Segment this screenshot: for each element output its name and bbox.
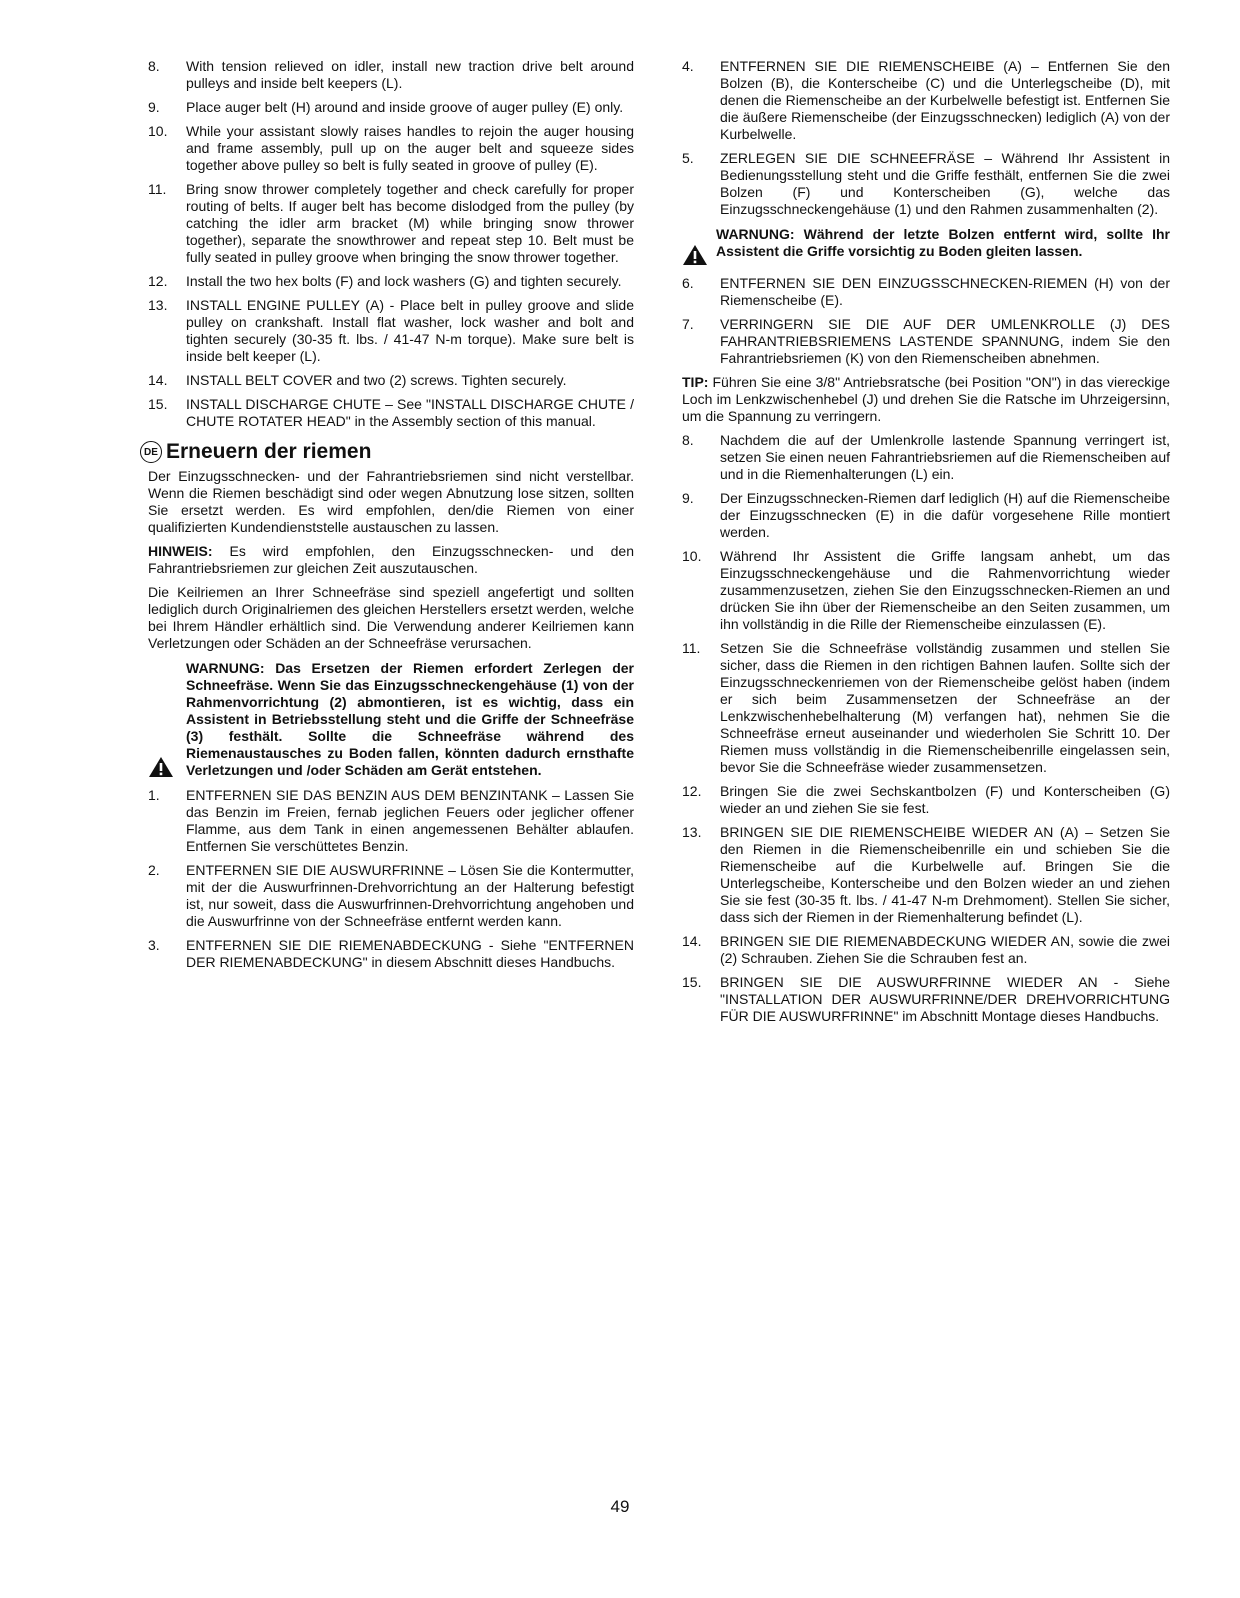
list-item: [682, 640, 1170, 776]
german-steps-list: [148, 787, 634, 971]
tip-text: Führen Sie eine 3/8" Antriebsratsche (bei Position "ON") in das viereckige Loch im Lenkzwischenhebel (J) und drehen Sie die Ratsche im Uhrzeigersinn, um die Spannung zu verringern.: [682, 374, 1170, 424]
section-heading: [140, 440, 634, 464]
item-text: Während Ihr Assistent die Griffe langsam anhebt, um das Einzugsschneckengehäuse und die Rahmenvorrichtung wieder zusammenzusetzen, ziehen Sie den Einzugsschnecken-Riemen an und drücken Sie ihn über der Riemenscheibe an den Seiten zusammen, um ihn vollständig in die Rille der Riemenscheibe einzulassen (E).: [720, 548, 1170, 632]
item-number: 9.: [148, 99, 160, 115]
item-number: 5.: [682, 150, 694, 166]
item-text: Bring snow thrower completely together and check carefully for proper routing of belts. If auger belt has become dislodged from the pulley (by catching the idler arm bracket (M) while bringing snow thrower together), separate the snowthrower and repeat step 10. Belt must be fully seated in pulley groove when bringing the snow thrower together.: [186, 181, 634, 265]
item-text: ENTFERNEN SIE DIE RIEMENABDECKUNG - Siehe "ENTFERNEN DER RIEMENABDECKUNG" in diesem Abschnitt dieses Handbuchs.: [186, 937, 634, 970]
item-number: 11.: [148, 181, 167, 197]
item-text: BRINGEN SIE DIE AUSWURFRINNE WIEDER AN - Siehe "INSTALLATION DER AUSWURFRINNE/DER DREHVORRICHTUNG FÜR DIE AUSWURFRINNE" im Abschnitt Montage dieses Handbuchs.: [720, 974, 1170, 1024]
list-item: [148, 396, 634, 430]
page-number: 49: [610, 1497, 630, 1516]
steps-list-a: [682, 58, 1170, 218]
item-text: INSTALL BELT COVER and two (2) screws. Tighten securely.: [186, 372, 567, 388]
list-item: [682, 783, 1170, 817]
item-text: Setzen Sie die Schneefräse vollständig zusammen und stellen Sie sicher, dass die Riemen in den richtigen Bahnen laufen. Sollte sich der Einzugsschneckenriemen von der Riemenscheibe gelöst haben (indem er sich beim Zusammensetzen der Schneefräse an der Lenkzwischenhebelhalterung (M) verfangen hat), nehmen Sie die Schneefräse erneut auseinander und wiederholen Sie Schritt 10. Der Riemen muss vollständig in die Riemenscheibenrille eingelassen sein, bevor Sie die Schneefräse wieder zusammensetzen.: [720, 640, 1170, 775]
item-number: 9.: [682, 490, 694, 506]
item-text: ENTFERNEN SIE DIE RIEMENSCHEIBE (A) – Entfernen Sie den Bolzen (B), die Konterscheibe (C) und die Unterlegscheibe (D), mit denen die Riemenscheibe an der Kurbelwelle befestigt ist. Entfernen Sie die äußere Riemenscheibe (der Einzugsschnecken) lediglich (A) von der Kurbelwelle.: [720, 58, 1170, 142]
item-number: 6.: [682, 275, 694, 291]
english-steps-list: [148, 58, 634, 430]
list-item: [682, 933, 1170, 967]
item-number: 15.: [682, 974, 702, 990]
item-number: 3.: [148, 937, 160, 953]
item-number: 1.: [148, 787, 160, 803]
list-item: [148, 787, 634, 855]
item-number: 15.: [148, 396, 168, 412]
item-text: BRINGEN SIE DIE RIEMENSCHEIBE WIEDER AN (A) – Setzen Sie den Riemen in die Riemenscheibenrille ein und schieben Sie die Riemenscheibe auf die Kurbelwelle auf. Bringen Sie die Unterlegscheibe, Konterscheibe und den Bolzen wieder an und ziehen Sie sie fest (30-35 ft. lbs. / 41-47 N-m Drehmoment). Stellen Sie sicher, dass sich der Riemen in der Riemenhalterung befindet (L).: [720, 824, 1170, 925]
item-number: 13.: [148, 297, 168, 313]
item-text: Nachdem die auf der Umlenkrolle lastende Spannung verringert ist, setzen Sie einen neuen Fahrantriebsriemen auf die Riemenscheiben auf und in die Riemenhalterungen (L) ein.: [720, 432, 1170, 482]
warning-triangle-icon: [682, 226, 716, 267]
left-column: [144, 58, 634, 978]
list-item: [682, 824, 1170, 926]
item-number: 2.: [148, 862, 160, 878]
belt-info-paragraph: Die Keilriemen an Ihrer Schneefräse sind speziell angefertigt und sollten lediglich durch Originalriemen des gleichen Herstellers ersetzt werden, welche bei Ihrem Händler erhältlich sind. Die Verwendung anderer Keilriemen kann Verletzungen oder Schäden an der Schneefräse verursachen.: [148, 584, 634, 651]
steps-list-c: [682, 432, 1170, 1025]
list-item: [682, 58, 1170, 143]
list-item: [148, 273, 634, 290]
list-item: [682, 974, 1170, 1025]
section-title: Erneuern der riemen: [166, 440, 372, 463]
warning-text: WARNUNG: Während der letzte Bolzen entfernt wird, sollte Ihr Assistent die Griffe vorsichtig zu Boden gleiten lassen.: [716, 226, 1170, 259]
item-number: 13.: [682, 824, 702, 840]
item-text: INSTALL DISCHARGE CHUTE – See "INSTALL DISCHARGE CHUTE / CHUTE ROTATER HEAD" in the Assembly section of this manual.: [186, 396, 634, 429]
list-item: [148, 99, 634, 116]
item-text: VERRINGERN SIE DIE AUF DER UMLENKROLLE (J) DES FAHRANTRIEBSRIEMENS LASTENDE SPANNUNG, indem Sie den Fahrantriebsriemen (K) von den Riemenscheiben abnehmen.: [720, 316, 1170, 366]
item-text: BRINGEN SIE DIE RIEMENABDECKUNG WIEDER AN, sowie die zwei (2) Schrauben. Ziehen Sie die Schrauben fest an.: [720, 933, 1170, 966]
list-item: [148, 58, 634, 92]
item-text: ZERLEGEN SIE DIE SCHNEEFRÄSE – Während Ihr Assistent in Bedienungsstellung steht und die Griffe festhält, entfernen Sie die zwei Bolzen (F) und Konterscheiben (G), welche das Einzugsschneckengehäuse (1) und den Rahmen zusammenhalten (2).: [720, 150, 1170, 217]
de-language-icon: DE: [140, 441, 162, 463]
item-number: 14.: [682, 933, 702, 949]
item-text: INSTALL ENGINE PULLEY (A) - Place belt in pulley groove and slide pulley on crankshaft. Install flat washer, lock washer and bolt and tighten securely (30-35 ft. lbs. / 41-47 N-m torque). Make sure belt is inside belt keeper (L).: [186, 297, 634, 364]
steps-list-b: [682, 275, 1170, 367]
item-number: 10.: [148, 123, 168, 139]
item-number: 14.: [148, 372, 168, 388]
item-number: 4.: [682, 58, 694, 74]
list-item: [682, 316, 1170, 367]
list-item: [682, 150, 1170, 218]
note-label: HINWEIS:: [148, 543, 213, 559]
list-item: [148, 372, 634, 389]
item-number: 8.: [682, 432, 694, 448]
item-number: 12.: [148, 273, 168, 289]
item-number: 12.: [682, 783, 702, 799]
tip-label: TIP:: [682, 374, 709, 390]
list-item: [148, 862, 634, 930]
item-text: Install the two hex bolts (F) and lock washers (G) and tighten securely.: [186, 273, 622, 289]
item-text: With tension relieved on idler, install new traction drive belt around pulleys and inside belt keepers (L).: [186, 58, 634, 91]
item-number: 7.: [682, 316, 694, 332]
item-text: ENTFERNEN SIE DAS BENZIN AUS DEM BENZINTANK – Lassen Sie das Benzin im Freien, fernab jeglichen Feuers oder jeglicher offener Flamme, aus dem Tank in einen angemessenen Behälter ablaufen. Entfernen Sie verschüttetes Benzin.: [186, 787, 634, 854]
item-number: 8.: [148, 58, 160, 74]
right-column: [682, 58, 1170, 1032]
warning-triangle-icon: [148, 660, 182, 779]
list-item: [682, 490, 1170, 541]
list-item: [148, 937, 634, 971]
tip-paragraph: [682, 374, 1170, 425]
item-number: 10.: [682, 548, 702, 564]
item-text: ENTFERNEN SIE DIE AUSWURFRINNE – Lösen Sie die Kontermutter, mit der die Auswurfrinnen-Drehvorrichtung an der Halterung befestigt ist, nur soweit, dass die Auswurfrinnen-Drehvorrichtung angehoben und die Auswurfrinne von der Schneefräse entfernt werden kann.: [186, 862, 634, 929]
item-text: Place auger belt (H) around and inside groove of auger pulley (E) only.: [186, 99, 624, 115]
list-item: [682, 548, 1170, 633]
list-item: [148, 297, 634, 365]
item-text: While your assistant slowly raises handles to rejoin the auger housing and frame assembly, pull up on the auger belt and squeeze sides together above pulley so belt is fully seated in groove of pulley (E).: [186, 123, 634, 173]
list-item: [148, 181, 634, 266]
note-text: Es wird empfohlen, den Einzugsschnecken- und den Fahrantriebsriemen zur gleichen Zeit auszutauschen.: [148, 543, 634, 576]
item-text: Der Einzugsschnecken-Riemen darf lediglich (H) auf die Riemenscheibe der Einzugsschnecken (E) in die dafür vorgesehene Rille montiert werden.: [720, 490, 1170, 540]
list-item: [682, 275, 1170, 309]
item-number: 11.: [682, 640, 701, 656]
item-text: Bringen Sie die zwei Sechskantbolzen (F) und Konterscheiben (G) wieder an und ziehen Sie sie fest.: [720, 783, 1170, 816]
warning-block-right: [682, 226, 1170, 267]
list-item: [148, 123, 634, 174]
item-text: ENTFERNEN SIE DEN EINZUGSSCHNECKEN-RIEMEN (H) von der Riemenscheibe (E).: [720, 275, 1170, 308]
warning-block-left: [148, 660, 634, 779]
note-paragraph: [148, 543, 634, 577]
list-item: [682, 432, 1170, 483]
warning-text: WARNUNG: Das Ersetzen der Riemen erfordert Zerlegen der Schneefräse. Wenn Sie das Einzugsschneckengehäuse (1) von der Rahmenvorrichtung (2) abmontieren, ist es wichtig, dass ein Assistent in Betriebsstellung steht und die Griffe der Schneefräse (3) festhält. Sollte die Schneefräse während des Riemenaustausches zu Boden fallen, könnten dadurch ernsthafte Verletzungen und /oder Schäden am Gerät entstehen.: [186, 660, 634, 778]
intro-paragraph: Der Einzugsschnecken- und der Fahrantriebsriemen sind nicht verstellbar. Wenn die Riemen beschädigt sind oder wegen Abnutzung lose sitzen, sollten Sie ersetzt werden. Es wird empfohlen, den/die Riemen von einer qualifizierten Kundendienststelle austauschen zu lassen.: [148, 468, 634, 535]
